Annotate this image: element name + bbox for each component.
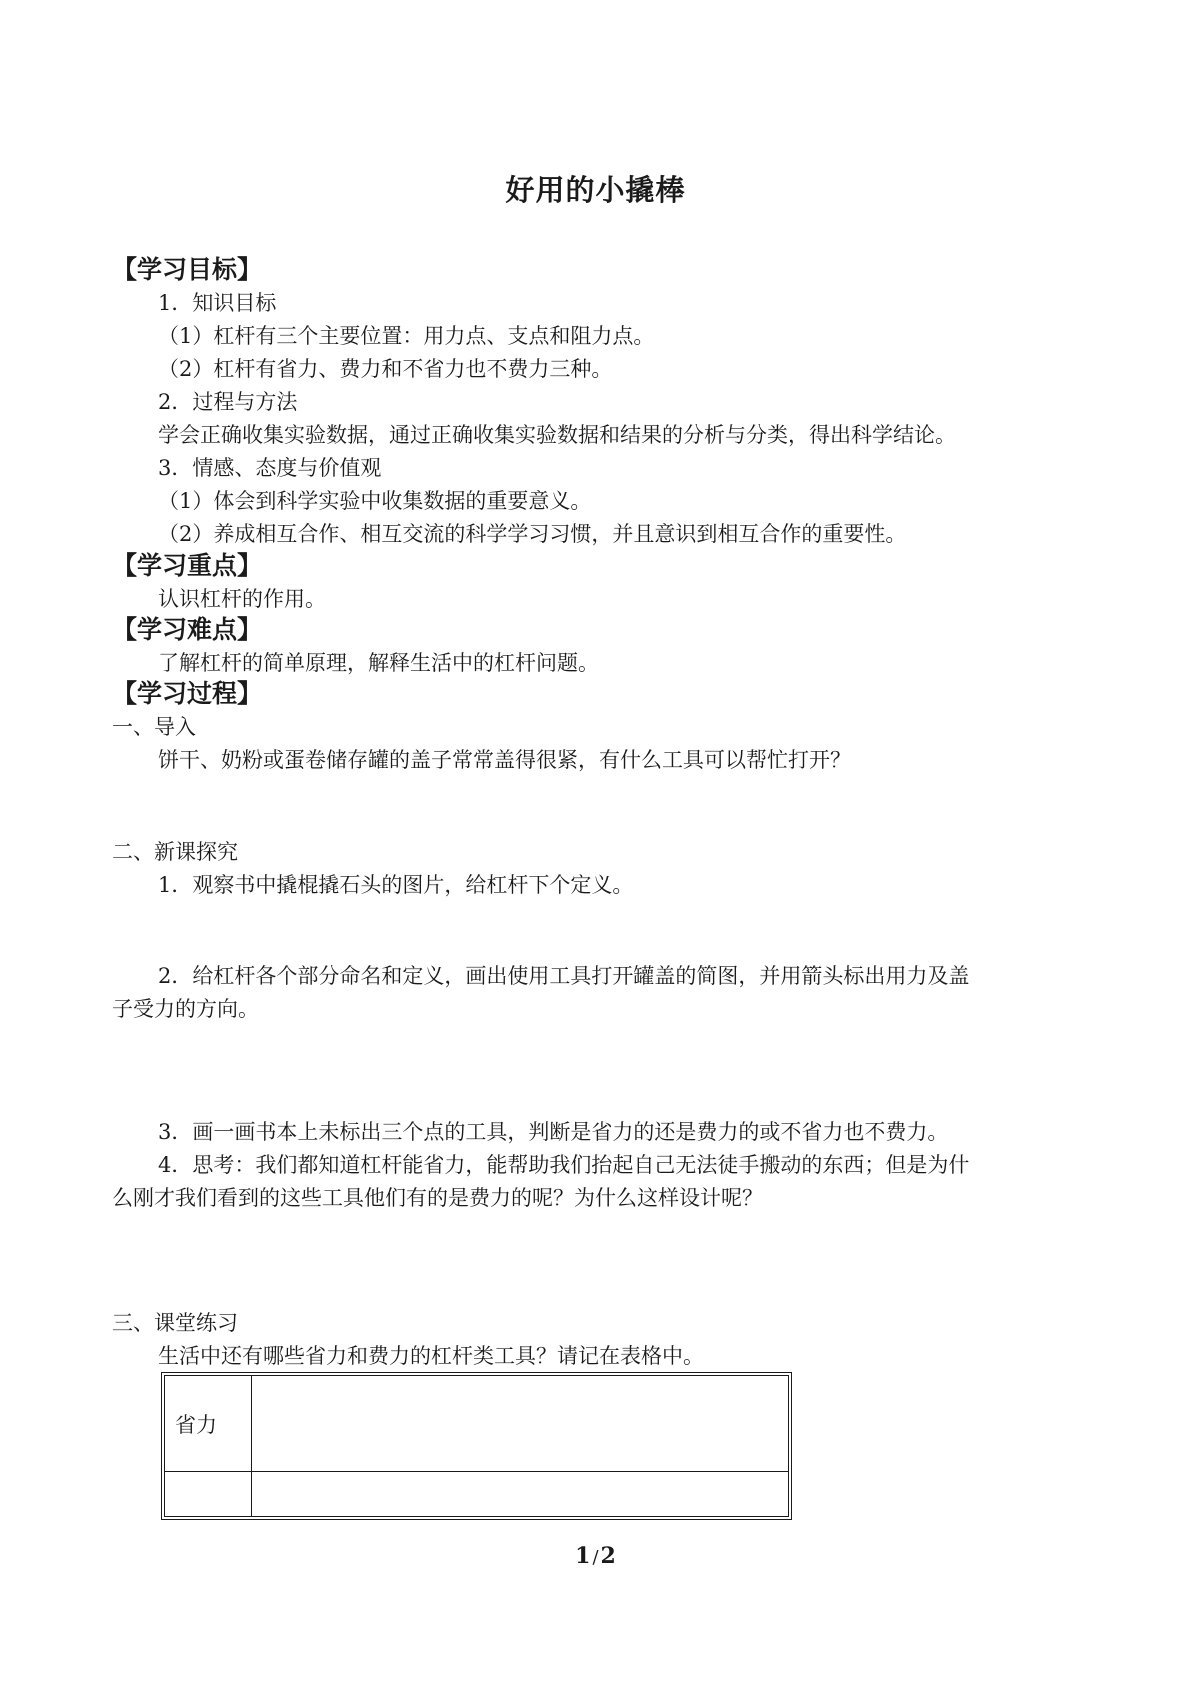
table-row [165,1472,789,1517]
key-points-heading: 【学习重点】 [112,551,263,580]
emotion-goal-title: 3．情感、态度与价值观 [158,456,382,480]
page-separator: / [592,1547,599,1568]
knowledge-goal-1: （1）杠杆有三个主要位置：用力点、支点和阻力点。 [158,324,655,348]
emotion-goal-2: （2）养成相互合作、相互交流的科学学习习惯，并且意识到相互合作的重要性。 [158,522,907,546]
question-1: 1．观察书中撬棍撬石头的图片，给杠杆下个定义。 [158,873,634,897]
table-cell-value [252,1472,789,1517]
intro-title: 一、导入 [112,715,196,739]
process-goal-title: 2．过程与方法 [158,390,298,414]
page-title: 好用的小撬棒 [505,173,686,207]
question-3: 3．画一画书本上未标出三个点的工具，判断是省力的还是费力的或不省力也不费力。 [158,1120,949,1144]
page-total: 2 [600,1543,616,1569]
practice-title: 三、课堂练习 [112,1311,238,1335]
question-2-line-2: 子受力的方向。 [112,997,259,1021]
difficult-points-text: 了解杠杆的简单原理，解释生活中的杠杆问题。 [158,651,599,675]
key-points-text: 认识杠杆的作用。 [158,587,326,611]
question-4-line-2: 么刚才我们看到的这些工具他们有的是费力的呢？为什么这样设计呢？ [112,1186,763,1210]
tools-table-frame [161,1372,792,1520]
intro-text: 饼干、奶粉或蛋卷储存罐的盖子常常盖得很紧，有什么工具可以帮忙打开？ [158,748,851,772]
page-number [0,1543,1191,1569]
new-lesson-title: 二、新课探究 [112,840,238,864]
page-current: 1 [575,1543,591,1569]
difficult-points-heading: 【学习难点】 [112,615,263,644]
goals-heading: 【学习目标】 [112,255,263,284]
knowledge-goal-title: 1．知识目标 [158,291,277,315]
question-2-line-1: 2．给杠杆各个部分命名和定义，画出使用工具打开罐盖的简图，并用箭头标出用力及盖 [158,964,970,988]
table-cell-label: 省力 [165,1376,252,1472]
emotion-goal-1: （1）体会到科学实验中收集数据的重要意义。 [158,489,592,513]
knowledge-goal-2: （2）杠杆有省力、费力和不省力也不费力三种。 [158,357,613,381]
question-4-line-1: 4．思考：我们都知道杠杆能省力，能帮助我们抬起自己无法徒手搬动的东西；但是为什 [158,1153,970,1177]
process-heading: 【学习过程】 [112,679,263,708]
process-goal-1: 学会正确收集实验数据，通过正确收集实验数据和结果的分析与分类，得出科学结论。 [158,423,956,447]
table-row [165,1376,789,1472]
practice-text: 生活中还有哪些省力和费力的杠杆类工具？请记在表格中。 [158,1344,704,1368]
table-cell-label [165,1472,252,1517]
tools-table [164,1375,789,1517]
table-cell-value [252,1376,789,1472]
